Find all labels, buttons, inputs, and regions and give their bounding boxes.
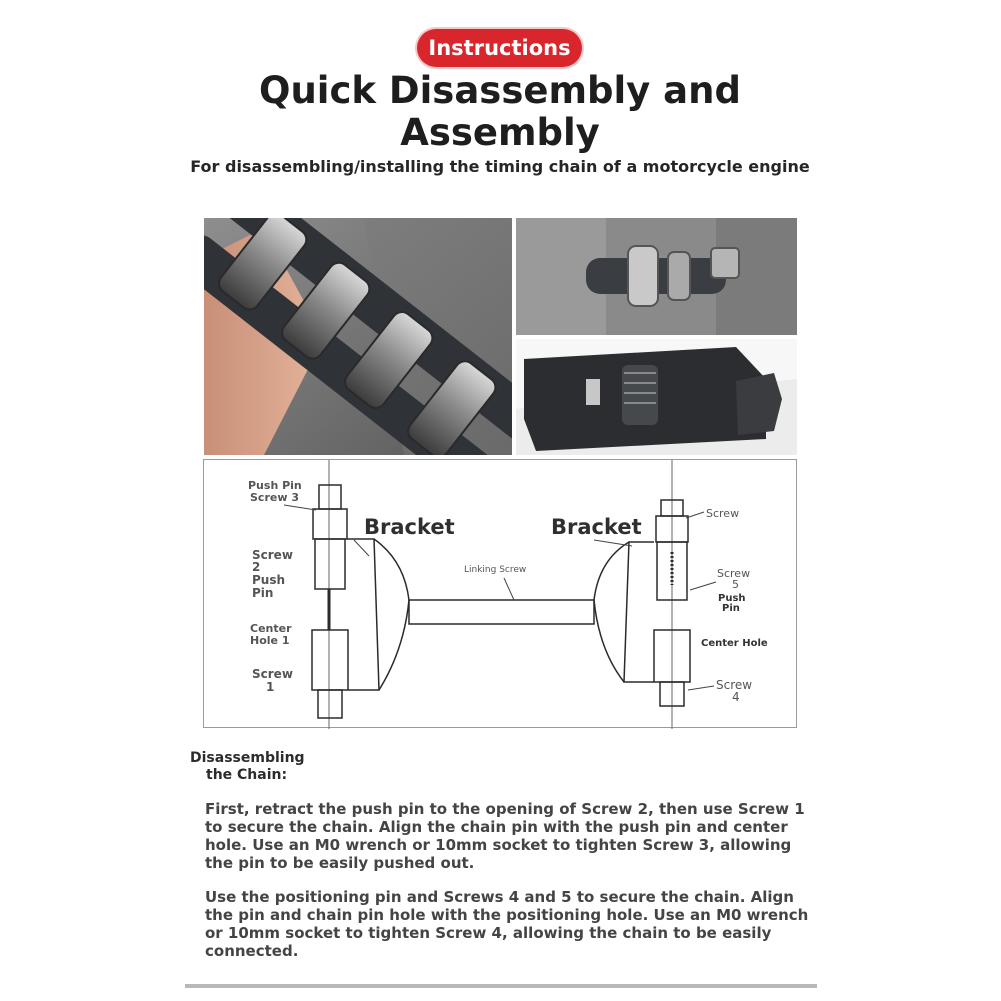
label-screw2-b: 2	[252, 560, 261, 574]
section-heading-line-1: Disassembling	[190, 750, 305, 766]
label-center-hole1-b: Hole 1	[250, 634, 290, 647]
label-screw1-a: Screw	[252, 667, 293, 681]
chain-closeup-photo	[516, 218, 797, 335]
label-screw4-a: Screw	[716, 678, 753, 692]
page-title	[150, 70, 850, 154]
label-center-hole-right: Center Hole	[701, 638, 768, 649]
label-screw5-b: 5	[732, 578, 739, 591]
label-push-pin-right-b: Pin	[722, 603, 740, 614]
label-bracket-right: Bracket	[551, 515, 642, 539]
tool-photo	[516, 339, 797, 455]
instruction-paragraph-2: Use the positioning pin and Screws 4 and 5 to secure the chain. Align the pin and chain pin hole with the positioning hole. Use an M0 wrench or 10mm socket to tighten Screw 4, allowing the chain to be easily connected.	[205, 888, 809, 960]
label-push-pin-left-a: Push	[252, 573, 286, 587]
label-screw5-a: Screw	[717, 567, 751, 580]
label-screw4-b: 4	[732, 690, 740, 704]
instruction-paragraph-1: First, retract the push pin to the opening of Screw 2, then use Screw 1 to secure the chain. Align the chain pin with the push pin and center hole. Use an M0 wrench or 10mm socket to tighten Screw 3, allowing the pin to be easily pushed out.	[205, 800, 805, 872]
label-push-pin-right-a: Push	[718, 593, 746, 604]
label-linking-screw: Linking Screw	[464, 565, 527, 575]
label-screw2-a: Screw	[252, 548, 293, 562]
chain-photo	[204, 218, 512, 455]
label-push-pin-screw3-a: Push Pin	[248, 479, 302, 492]
section-heading-line-2: the Chain:	[206, 767, 288, 783]
bottom-divider	[185, 984, 817, 988]
section-heading	[190, 750, 390, 784]
title-line-1: Quick Disassembly and	[259, 69, 741, 112]
tool-schematic	[203, 459, 797, 728]
instructions-badge: Instructions	[417, 29, 582, 67]
title-line-2: Assembly	[400, 111, 600, 154]
label-push-pin-screw3-b: Screw 3	[250, 491, 299, 504]
page-subtitle: For disassembling/installing the timing chain of a motorcycle engine	[190, 157, 810, 176]
label-screw-right: Screw	[706, 507, 740, 520]
label-center-hole1-a: Center	[250, 622, 292, 635]
label-screw1-b: 1	[266, 680, 275, 694]
label-bracket-left: Bracket	[364, 515, 455, 539]
label-push-pin-left-b: Pin	[252, 586, 274, 600]
